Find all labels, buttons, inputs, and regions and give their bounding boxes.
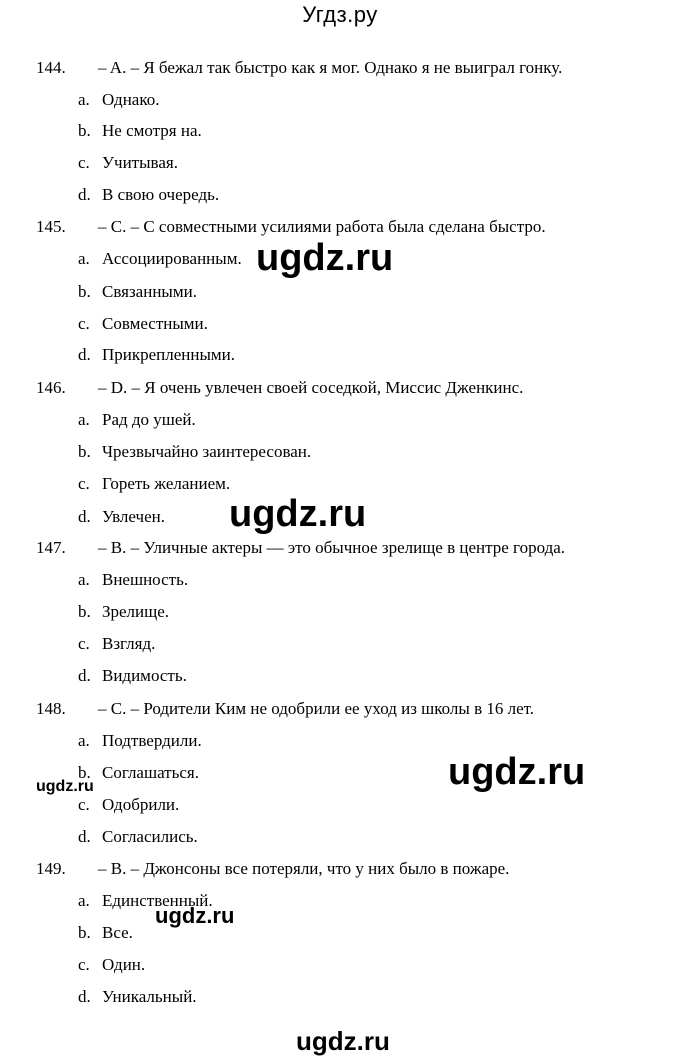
option-144-a: [78, 90, 160, 110]
option-letter: d.: [78, 507, 91, 526]
option-text: Рад до ушей.: [102, 410, 196, 429]
option-text: Все.: [102, 923, 133, 942]
question-number: 149.: [36, 859, 66, 878]
option-144-b: [78, 121, 202, 141]
option-146-a: [78, 410, 196, 430]
question-text: – A. – Я бежал так быстро как я мог. Однако я не выиграл гонку.: [98, 58, 563, 77]
option-149-d: [78, 987, 197, 1007]
option-letter: a.: [78, 570, 90, 589]
watermark: ugdz.ru: [229, 493, 367, 535]
option-149-b: [78, 923, 133, 943]
option-text: Однако.: [102, 90, 160, 109]
option-145-d: [78, 345, 235, 365]
option-text: Одобрили.: [102, 795, 180, 814]
option-text: Видимость.: [102, 666, 187, 685]
option-text: Согласились.: [102, 827, 198, 846]
option-148-a: [78, 731, 202, 751]
question-148: [36, 699, 534, 719]
option-letter: c.: [78, 634, 90, 653]
option-text: Связанными.: [102, 282, 197, 301]
option-letter: c.: [78, 795, 90, 814]
option-letter: b.: [78, 763, 91, 782]
option-letter: c.: [78, 153, 90, 172]
option-letter: a.: [78, 410, 90, 429]
option-text: Чрезвычайно заинтересован.: [102, 442, 312, 461]
question-number: 148.: [36, 699, 66, 718]
option-146-c: [78, 474, 230, 494]
question-text: – C. – Родители Ким не одобрили ее уход из школы в 16 лет.: [98, 699, 535, 718]
option-letter: b.: [78, 442, 91, 461]
watermark: ugdz.ru: [155, 903, 235, 928]
option-148-b: [78, 763, 199, 783]
option-letter: d.: [78, 345, 91, 364]
option-text: Ассоциированным.: [102, 249, 242, 268]
question-number: 145.: [36, 217, 66, 236]
option-text: Гореть желанием.: [102, 474, 231, 493]
question-145: [36, 217, 546, 237]
option-text: Соглашаться.: [102, 763, 199, 782]
question-144: [36, 58, 562, 78]
question-147: [36, 538, 565, 558]
site-title: Угдз.ру: [302, 2, 378, 27]
option-letter: c.: [78, 314, 90, 333]
option-letter: b.: [78, 282, 91, 301]
option-letter: a.: [78, 249, 90, 268]
option-145-c: [78, 314, 208, 334]
option-text: Внешность.: [102, 570, 189, 589]
option-148-c: [78, 795, 179, 815]
option-146-b: [78, 442, 311, 462]
option-letter: d.: [78, 987, 91, 1006]
option-letter: a.: [78, 891, 90, 910]
option-148-d: [78, 827, 198, 847]
option-letter: b.: [78, 923, 91, 942]
option-letter: d.: [78, 827, 91, 846]
option-149-c: [78, 955, 145, 975]
option-letter: c.: [78, 474, 90, 493]
option-letter: b.: [78, 602, 91, 621]
question-146: [36, 378, 523, 398]
question-149: [36, 859, 509, 879]
option-letter: b.: [78, 121, 91, 140]
option-letter: c.: [78, 955, 90, 974]
question-text: – B. – Уличные актеры — это обычное зрелище в центре города.: [98, 538, 566, 557]
option-text: Учитывая.: [102, 153, 178, 172]
option-text: Взгляд.: [102, 634, 156, 653]
watermark: ugdz.ru: [36, 778, 94, 795]
option-letter: a.: [78, 90, 90, 109]
option-letter: d.: [78, 666, 91, 685]
option-text: Увлечен.: [102, 507, 165, 526]
option-144-c: [78, 153, 178, 173]
option-text: В свою очередь.: [102, 185, 220, 204]
option-text: Зрелище.: [102, 602, 170, 621]
watermark: ugdz.ru: [296, 1026, 390, 1056]
option-147-c: [78, 634, 155, 654]
option-text: Совместными.: [102, 314, 208, 333]
watermark: ugdz.ru: [256, 237, 394, 279]
watermark: ugdz.ru: [448, 751, 586, 793]
question-text: – C. – С совместными усилиями работа была сделана быстро.: [98, 217, 546, 236]
question-number: 146.: [36, 378, 66, 397]
option-147-a: [78, 570, 188, 590]
option-text: Уникальный.: [102, 987, 197, 1006]
question-text: – D. – Я очень увлечен своей соседкой, Миссис Дженкинс.: [98, 378, 524, 397]
option-text: Прикрепленными.: [102, 345, 236, 364]
option-text: Один.: [102, 955, 146, 974]
question-text: – B. – Джонсоны все потеряли, что у них было в пожаре.: [98, 859, 510, 878]
option-144-d: [78, 185, 219, 205]
option-145-b: [78, 282, 197, 302]
option-145-a: [78, 249, 242, 269]
question-number: 144.: [36, 58, 66, 77]
option-letter: a.: [78, 731, 90, 750]
option-text: Не смотря на.: [102, 121, 202, 140]
option-146-d: [78, 507, 165, 527]
question-number: 147.: [36, 538, 66, 557]
option-147-d: [78, 666, 187, 686]
option-147-b: [78, 602, 169, 622]
option-text: Подтвердили.: [102, 731, 202, 750]
option-letter: d.: [78, 185, 91, 204]
option-text: Единственный.: [102, 891, 213, 910]
